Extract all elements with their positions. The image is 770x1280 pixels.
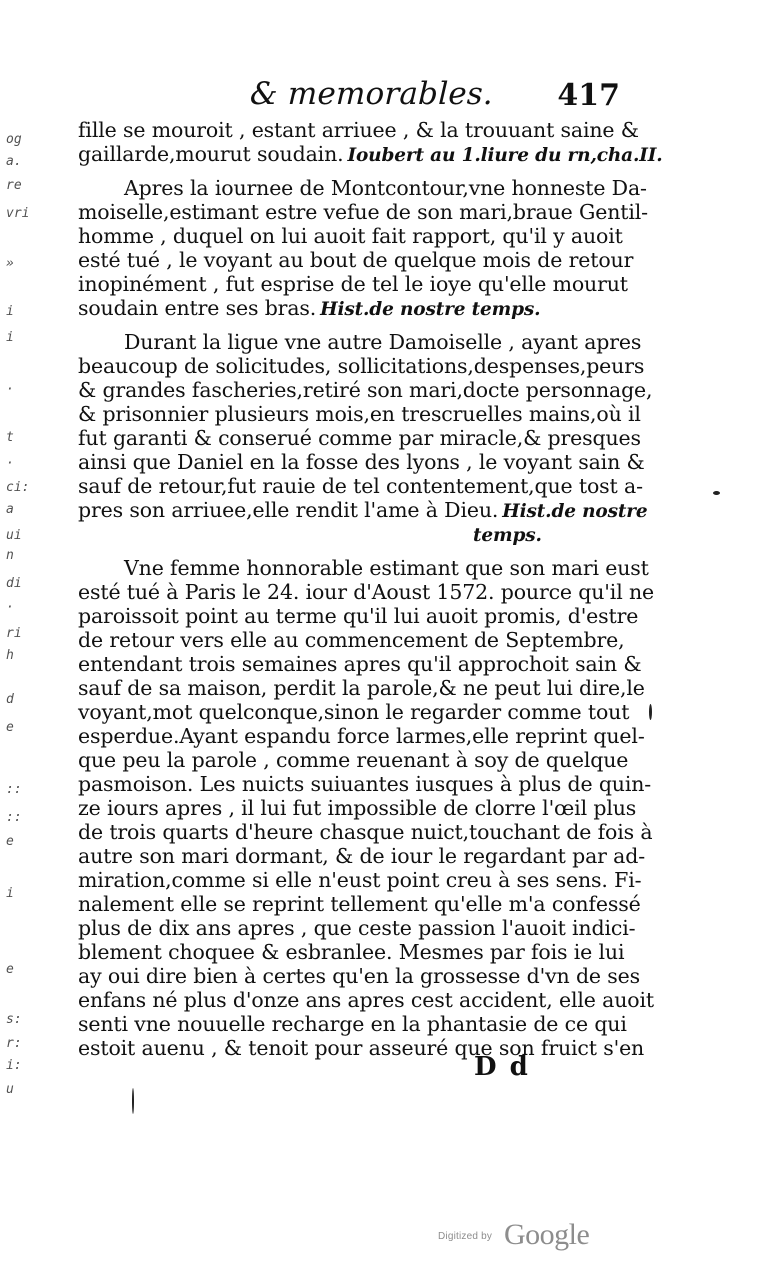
margin-mark: ui xyxy=(6,528,22,543)
margin-mark: a. xyxy=(6,154,22,169)
text-line xyxy=(78,378,653,402)
text-line xyxy=(78,354,645,378)
margin-mark: e xyxy=(6,834,14,849)
margin-mark: i xyxy=(6,886,14,901)
text-line xyxy=(78,522,613,546)
digitized-watermark xyxy=(438,1218,608,1252)
text-line xyxy=(78,200,648,224)
margin-mark: · xyxy=(6,382,14,397)
running-head xyxy=(250,76,620,124)
ink-speck xyxy=(132,1088,134,1114)
text-line xyxy=(78,628,625,652)
text-line xyxy=(78,964,640,988)
margin-mark: d xyxy=(6,692,14,707)
line-text: entendant trois semaines apres qu'il approchoit sain & xyxy=(78,652,642,676)
line-text: & prisonnier plusieurs mois,en trescruelles mains,où il xyxy=(78,402,641,426)
line-text: homme , duquel on lui auoit fait rapport, qu'il y auoit xyxy=(78,224,623,248)
margin-mark: t xyxy=(6,430,14,445)
margin-mark: n xyxy=(6,548,14,563)
margin-mark: r: xyxy=(6,1036,22,1051)
margin-mark: a xyxy=(6,502,14,517)
margin-mark: i xyxy=(6,304,14,319)
line-text: Vne femme honnorable estimant que son mari eust xyxy=(124,556,649,580)
citation: Ioubert au 1.liure du rn,cha.II. xyxy=(347,145,663,166)
line-text: esperdue.Ayant espandu force larmes,elle reprint quel- xyxy=(78,724,645,748)
line-text: moiselle,estimant estre vefue de son mari,braue Gentil- xyxy=(78,200,648,224)
text-line xyxy=(78,916,636,940)
ink-speck xyxy=(649,704,652,720)
text-line xyxy=(78,176,647,200)
line-text: Durant la ligue vne autre Damoiselle , ayant apres xyxy=(124,330,642,354)
line-text: blement choquee & esbranlee. Mesmes par fois ie lui xyxy=(78,940,625,964)
text-line xyxy=(78,820,653,844)
text-line xyxy=(78,450,645,474)
text-line xyxy=(78,1012,627,1036)
text-line xyxy=(78,224,623,248)
text-line xyxy=(78,892,641,916)
text-line xyxy=(78,700,630,724)
line-text: esté tué à Paris le 24. iour d'Aoust 1572. pource qu'il ne xyxy=(78,580,655,604)
text-line xyxy=(78,580,655,604)
citation: temps. xyxy=(473,525,542,546)
text-line xyxy=(78,296,613,320)
text-line xyxy=(78,988,654,1012)
line-text: estoit auenu , & tenoit pour asseuré que son fruict s'en xyxy=(78,1036,645,1060)
margin-mark: · xyxy=(6,600,14,615)
main-text-column xyxy=(78,118,663,1060)
line-text: inopinément , fut esprise de tel le ioye qu'elle mourut xyxy=(78,272,628,296)
line-text: beaucoup de solicitudes, sollicitations,despenses,peurs xyxy=(78,354,645,378)
citation: Hist.de nostre xyxy=(502,501,648,522)
margin-mark: :: xyxy=(6,782,22,797)
margin-mark: i xyxy=(6,330,14,345)
line-text: soudain entre ses bras. xyxy=(78,296,317,320)
line-text: sauf de sa maison, perdit la parole,& ne peut lui dire,le xyxy=(78,676,645,700)
text-line xyxy=(78,676,645,700)
line-text: nalement elle se reprint tellement qu'elle m'a confessé xyxy=(78,892,641,916)
line-text: gaillarde,mourut soudain. xyxy=(78,142,344,166)
text-line xyxy=(78,652,642,676)
line-text: miration,comme si elle n'eust point creu à ses sens. Fi- xyxy=(78,868,642,892)
margin-mark: e xyxy=(6,720,14,735)
line-text: fut garanti & conserué comme par miracle,& presques xyxy=(78,426,641,450)
text-line xyxy=(78,604,639,628)
line-text: ainsi que Daniel en la fosse des lyons , le voyant sain & xyxy=(78,450,645,474)
line-text: ze iours apres , il lui fut impossible de clorre l'œil plus xyxy=(78,796,637,820)
margin-mark: s: xyxy=(6,1012,22,1027)
text-line xyxy=(78,556,649,580)
text-line xyxy=(78,248,634,272)
text-line xyxy=(78,772,652,796)
margin-mark: i: xyxy=(6,1058,22,1073)
text-line xyxy=(78,796,637,820)
line-text: de trois quarts d'heure chasque nuict,touchant de fois à xyxy=(78,820,653,844)
text-line xyxy=(78,1036,645,1060)
text-line xyxy=(78,272,628,296)
text-line xyxy=(78,330,642,354)
line-text: enfans né plus d'onze ans apres cest accident, elle auoit xyxy=(78,988,654,1012)
left-margin-bleedthrough xyxy=(6,124,40,1104)
text-line xyxy=(78,426,641,450)
text-line xyxy=(78,844,645,868)
margin-mark: di xyxy=(6,576,22,591)
text-line xyxy=(78,142,663,166)
line-text: Apres la iournee de Montcontour,vne honneste Da- xyxy=(124,176,647,200)
citation: Hist.de nostre temps. xyxy=(320,299,541,320)
text-line xyxy=(78,940,625,964)
text-line xyxy=(78,118,639,142)
line-text: pasmoison. Les nuicts suiuantes iusques à plus de quin- xyxy=(78,772,652,796)
text-line xyxy=(78,498,648,522)
line-text: fille se mouroit , estant arriuee , & la trouuant saine & xyxy=(78,118,639,142)
text-line xyxy=(78,748,629,772)
margin-mark: e xyxy=(6,962,14,977)
digitized-label: Digitized by xyxy=(438,1231,493,1242)
margin-mark: re xyxy=(6,178,22,193)
margin-mark: h xyxy=(6,648,14,663)
line-text: ay oui dire bien à certes qu'en la grossesse d'vn de ses xyxy=(78,964,640,988)
text-line xyxy=(78,724,645,748)
line-text: pres son arriuee,elle rendit l'ame à Dieu. xyxy=(78,498,499,522)
line-text: plus de dix ans apres , que ceste passion l'auoit indici- xyxy=(78,916,636,940)
margin-mark: ri xyxy=(6,626,22,641)
google-logo: Google xyxy=(504,1218,590,1251)
margin-mark: ci: xyxy=(6,480,30,495)
line-text: & grandes fascheries,retiré son mari,docte personnage, xyxy=(78,378,653,402)
line-text: voyant,mot quelconque,sinon le regarder comme tout xyxy=(78,700,630,724)
page-number: 417 xyxy=(557,78,620,113)
margin-mark: og xyxy=(6,132,22,147)
text-line xyxy=(78,402,641,426)
line-text: paroissoit point au terme qu'il lui auoit promis, d'estre xyxy=(78,604,639,628)
line-text: que peu la parole , comme reuenant à soy de quelque xyxy=(78,748,629,772)
signature-mark: D d xyxy=(474,1052,530,1082)
text-line xyxy=(78,474,643,498)
margin-mark: :: xyxy=(6,810,22,825)
margin-mark: u xyxy=(6,1082,14,1097)
margin-mark: » xyxy=(6,256,14,271)
line-text: esté tué , le voyant au bout de quelque mois de retour xyxy=(78,248,634,272)
margin-mark: vri xyxy=(6,206,30,221)
line-text: de retour vers elle au commencement de Septembre, xyxy=(78,628,625,652)
ink-speck xyxy=(713,491,720,495)
text-line xyxy=(78,868,642,892)
line-text: autre son mari dormant, & de iour le regardant par ad- xyxy=(78,844,645,868)
line-text: senti vne nouuelle recharge en la phantasie de ce qui xyxy=(78,1012,627,1036)
line-text: sauf de retour,fut rauie de tel contentement,que tost a- xyxy=(78,474,643,498)
margin-mark: · xyxy=(6,456,14,471)
running-title: & memorables. xyxy=(249,76,494,112)
